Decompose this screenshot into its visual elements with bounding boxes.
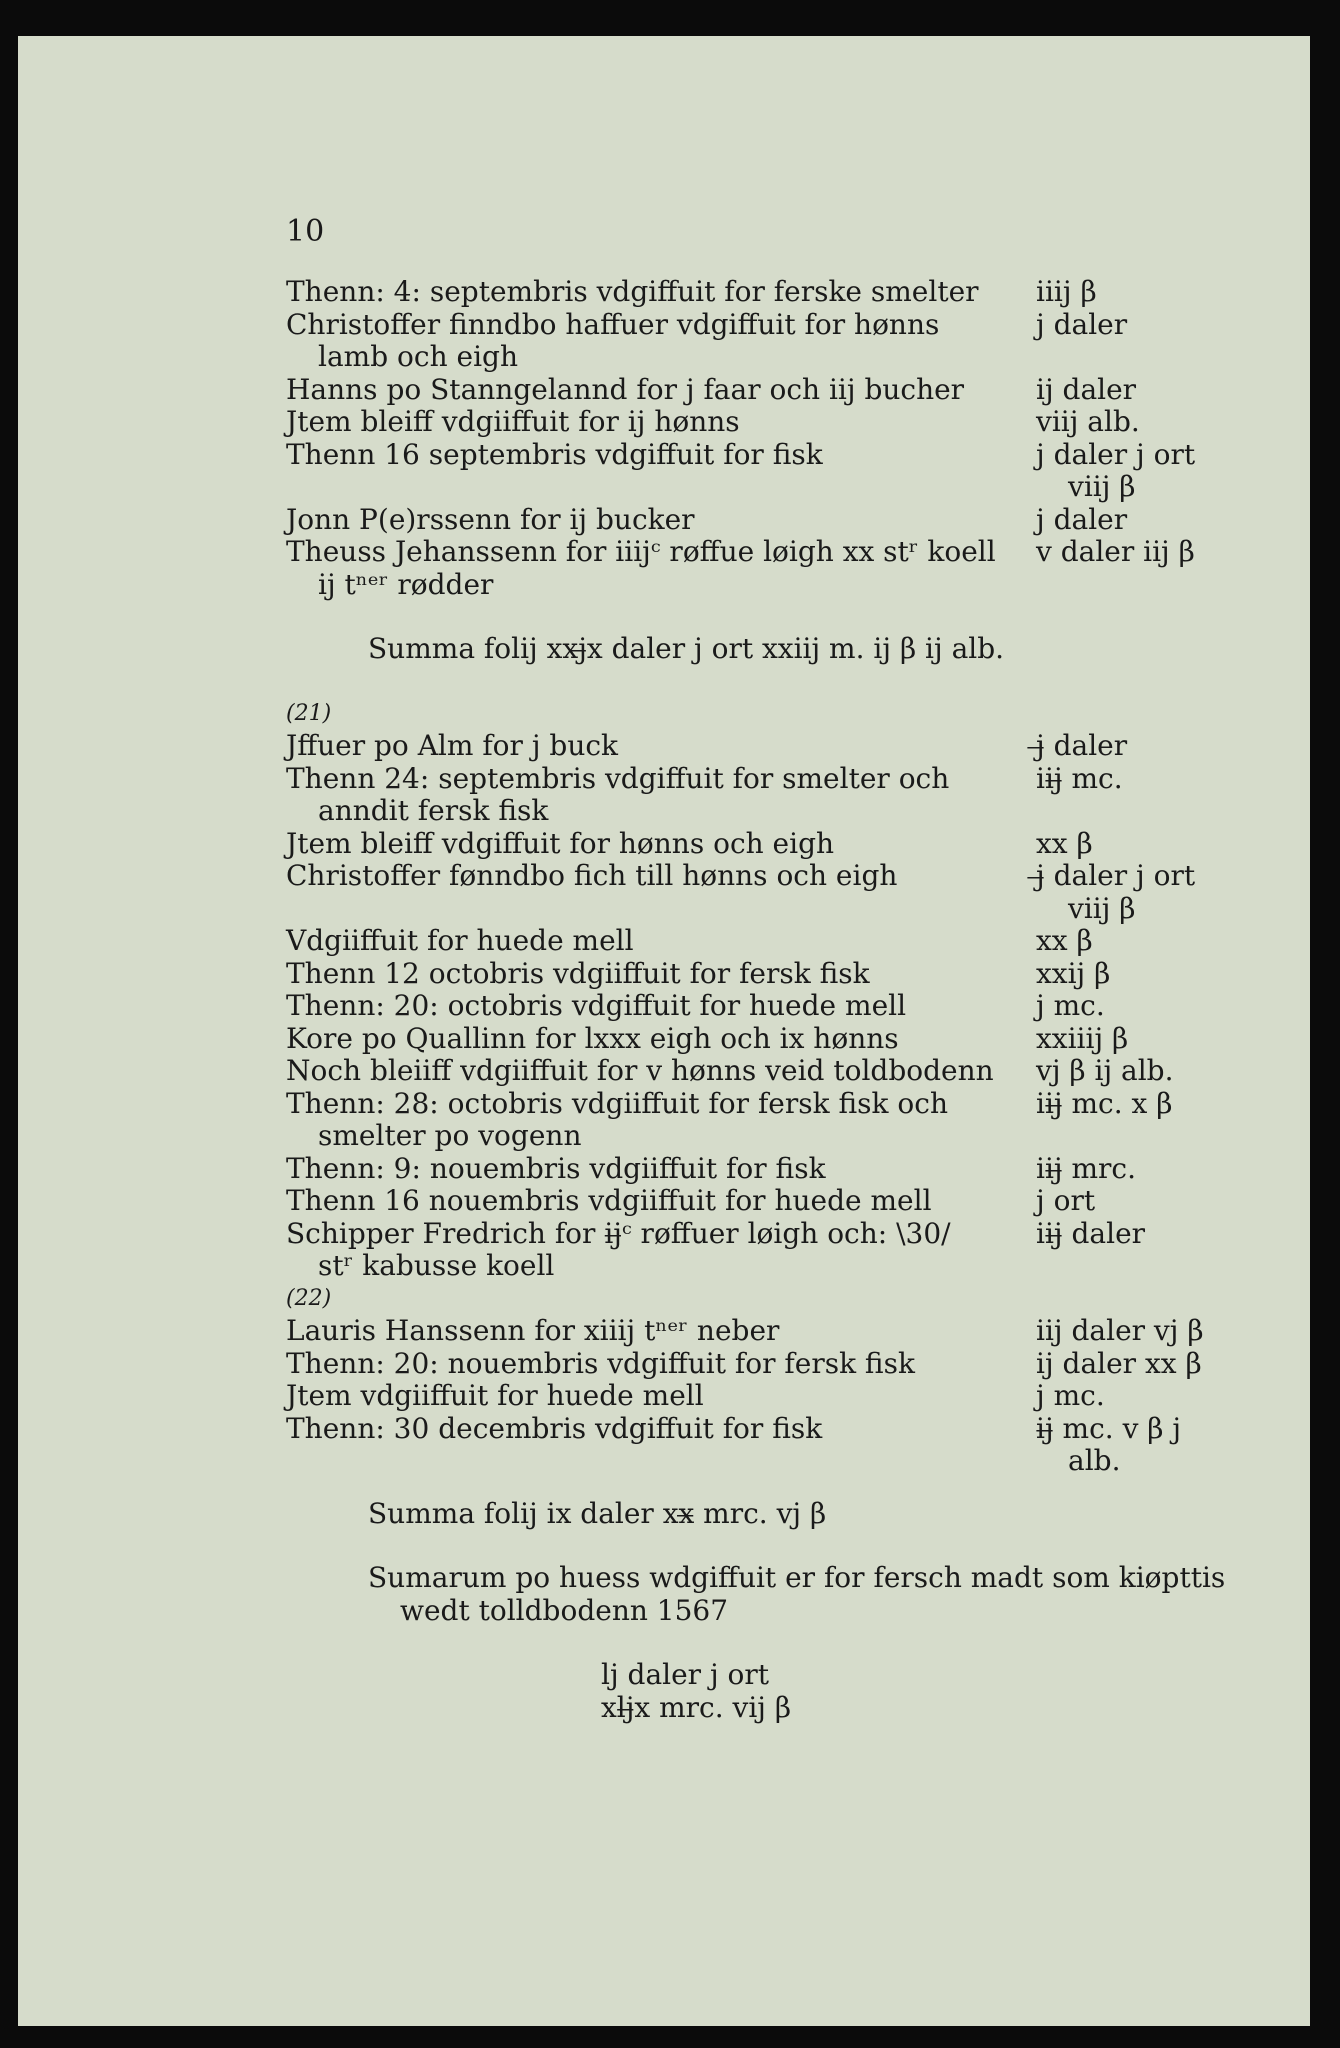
sumarum-text (286, 1562, 1268, 1627)
description-line: Thenn 16 nouembris vdgiiffuit for huede mell (286, 1184, 932, 1217)
amount-line: ij daler xx β (1036, 1346, 1202, 1380)
amount-line: j ort (1036, 1184, 1096, 1217)
entry-amount (1036, 1380, 1236, 1413)
description-line: Christoffer fønndbo fich till hønns och eigh (286, 859, 898, 892)
page (18, 36, 1310, 2026)
ledger-entry (286, 763, 1236, 828)
entry-amount (1036, 1413, 1236, 1478)
entry-description (286, 439, 996, 472)
entry-amount (1036, 730, 1236, 763)
entry-amount (1036, 406, 1236, 439)
amount-line: j̶ daler j ort (1036, 859, 1196, 892)
amount-line: xxij β (1036, 956, 1111, 990)
description-line: Thenn 12 octobris vdgiiffuit for fersk fisk (286, 956, 870, 990)
entry-description (286, 374, 996, 407)
sumarum-line: wedt tolldbodenn 1567 (400, 1593, 729, 1627)
amount-line: v daler iij β (1036, 535, 1195, 568)
amount-line: xx β (1036, 924, 1093, 957)
entry-description (286, 536, 996, 601)
page-number: 10 (286, 214, 325, 249)
description-line: Thenn: 28: octobris vdgiiffuit for fersk fisk och (286, 1086, 948, 1120)
ledger-entry (286, 504, 1236, 537)
entry-amount (1036, 860, 1236, 925)
amount-line: xx β (1036, 826, 1093, 860)
entry-description (286, 1023, 996, 1056)
page-marker-21: (21) (286, 700, 332, 726)
entry-description (286, 828, 996, 861)
sumarum-totals (286, 1659, 1236, 1724)
ledger-entry (286, 439, 1236, 504)
section-2-entries (286, 730, 1236, 1283)
entry-amount (1036, 763, 1236, 796)
description-line: Thenn: 9: nouembris vdgiiffuit for fisk (286, 1151, 826, 1185)
amount-line: j daler (1036, 502, 1128, 536)
amount-line: j mc. (1036, 1379, 1105, 1412)
entry-amount (1036, 1153, 1236, 1186)
ledger-entry (286, 1315, 1236, 1348)
entry-description (286, 1315, 996, 1348)
ledger-entry (286, 828, 1236, 861)
entry-description (286, 730, 996, 763)
description-line: Christoffer finndbo haffuer vdgiffuit for hønns (286, 307, 940, 341)
ledger-entry (286, 1185, 1236, 1218)
entry-amount (1036, 504, 1236, 537)
description-line: Noch bleiiff vdgiiffuit for v hønns veid toldbodenn (286, 1054, 994, 1087)
entry-amount (1036, 1218, 1236, 1251)
total-line: xlj̶x mrc. vij β (601, 1690, 792, 1724)
amount-line: xxiiij β (1036, 1021, 1129, 1055)
amount-line: alb. (1068, 1444, 1121, 1477)
description-line: Jtem bleiff vdgiiffuit for ij hønns (286, 405, 740, 438)
ledger-entry (286, 1153, 1236, 1186)
amount-line: iij daler vj β (1036, 1314, 1204, 1347)
description-line: Schipper Fredrich for ij̶ᶜ røffuer løigh och: \30/ (286, 1216, 951, 1250)
amount-line: iiij β (1036, 275, 1097, 308)
entry-description (286, 1185, 996, 1218)
ledger-entry (286, 990, 1236, 1023)
description-line: Thenn 16 septembris vdgiffuit for fisk (286, 437, 823, 471)
amount-line: j daler j ort (1036, 437, 1196, 471)
ledger (286, 276, 1236, 1724)
description-line: Jtem vdgiiffuit for huede mell (286, 1379, 704, 1412)
amount-line: j mc. (1036, 989, 1105, 1022)
entry-description (286, 1413, 996, 1446)
amount-line: ij daler (1036, 372, 1137, 406)
entry-amount (1036, 828, 1236, 861)
entry-description (286, 406, 996, 439)
amount-line: j̶ daler (1036, 729, 1128, 762)
entry-description (286, 1218, 996, 1283)
amount-line: j daler (1036, 307, 1128, 341)
amount-line: iij̶ daler (1036, 1216, 1146, 1250)
description-line: Lauris Hanssenn for xiiij tⁿᵉʳ neber (286, 1314, 780, 1347)
entry-amount (1036, 536, 1236, 569)
amount-line: ij̶ mc. v β j (1036, 1411, 1182, 1445)
page-marker-22: (22) (286, 1285, 332, 1311)
entry-amount (1036, 990, 1236, 1023)
ledger-entry (286, 1088, 1236, 1153)
ledger-entry (286, 374, 1236, 407)
ledger-entry (286, 1380, 1236, 1413)
entry-description (286, 763, 996, 828)
entry-amount (1036, 1055, 1236, 1088)
amount-line: viij β (1068, 891, 1136, 925)
ledger-entry (286, 536, 1236, 601)
entry-amount (1036, 374, 1236, 407)
description-line: Hanns po Stanngelannd for j faar och iij bucher (286, 372, 965, 406)
amount-line: iij̶ mrc. (1036, 1151, 1137, 1185)
section-3-entries (286, 1315, 1236, 1478)
description-line: Thenn: 20: octobris vdgiffuit for huede mell (286, 989, 907, 1022)
description-line: smelter po vogenn (318, 1119, 582, 1152)
entry-amount (1036, 439, 1236, 504)
entry-amount (1036, 925, 1236, 958)
amount-line: viij β (1068, 470, 1136, 503)
section-1-entries (286, 276, 1236, 601)
ledger-entry (286, 958, 1236, 991)
entry-amount (1036, 309, 1236, 342)
summa-2: Summa folij ix daler xx̶ mrc. vj β (368, 1496, 827, 1530)
description-line: Jtem bleiff vdgiffuit for hønns och eigh (286, 826, 835, 860)
description-line: stʳ kabusse koell (318, 1249, 555, 1282)
entry-description (286, 1055, 996, 1088)
entry-amount (1036, 1348, 1236, 1381)
entry-description (286, 1348, 996, 1381)
entry-amount (1036, 958, 1236, 991)
total-line: lj daler j ort (601, 1658, 770, 1691)
entry-description (286, 1088, 996, 1153)
description-line: lamb och eigh (318, 340, 518, 373)
entry-description (286, 1153, 996, 1186)
ledger-entry (286, 1023, 1236, 1056)
entry-description (286, 860, 996, 893)
entry-amount (1036, 1315, 1236, 1348)
entry-description (286, 1380, 996, 1413)
ledger-entry (286, 309, 1236, 374)
entry-amount (1036, 1088, 1236, 1121)
description-line: Kore po Quallinn for lxxx eigh och ix hønns (286, 1021, 899, 1055)
amount-line: iij̶ mc. x β (1036, 1086, 1173, 1120)
entry-description (286, 925, 996, 958)
description-line: Jffuer po Alm for j buck (286, 729, 619, 762)
ledger-entry (286, 860, 1236, 925)
entry-description (286, 276, 996, 309)
description-line: Thenn: 4: septembris vdgiffuit for ferske smelter (286, 275, 979, 308)
description-line: ij tⁿᵉʳ rødder (318, 567, 494, 601)
entry-description (286, 504, 996, 537)
ledger-entry (286, 276, 1236, 309)
description-line: Jonn P(e)rssenn for ij bucker (286, 502, 695, 536)
ledger-entry (286, 925, 1236, 958)
description-line: anndit fersk fisk (318, 794, 549, 827)
entry-amount (1036, 1185, 1236, 1218)
amount-line: iij̶ mc. (1036, 761, 1123, 795)
summa-1: Summa folij xxj̶x daler j ort xxiij m. ij β ij alb. (368, 632, 1005, 665)
ledger-entry (286, 406, 1236, 439)
ledger-entry (286, 1348, 1236, 1381)
description-line: Thenn: 20: nouembris vdgiffuit for fersk fisk (286, 1346, 915, 1380)
description-line: Vdgiiffuit for huede mell (286, 924, 634, 957)
ledger-entry (286, 1218, 1236, 1283)
ledger-entry (286, 1055, 1236, 1088)
entry-description (286, 990, 996, 1023)
amount-line: viij alb. (1036, 405, 1140, 438)
ledger-entry (286, 1413, 1236, 1478)
entry-description (286, 309, 996, 374)
entry-description (286, 958, 996, 991)
entry-amount (1036, 276, 1236, 309)
amount-line: vj β ij alb. (1036, 1054, 1174, 1087)
description-line: Theuss Jehanssenn for iiijᶜ røffue løigh xx stʳ koell (286, 535, 996, 568)
ledger-entry (286, 730, 1236, 763)
description-line: Thenn 24: septembris vdgiffuit for smelter och (286, 761, 950, 795)
sumarum-line: Sumarum po huess wdgiffuit er for fersch madt som kiøpttis (368, 1561, 1226, 1594)
entry-amount (1036, 1023, 1236, 1056)
description-line: Thenn: 30 decembris vdgiffuit for fisk (286, 1411, 823, 1445)
